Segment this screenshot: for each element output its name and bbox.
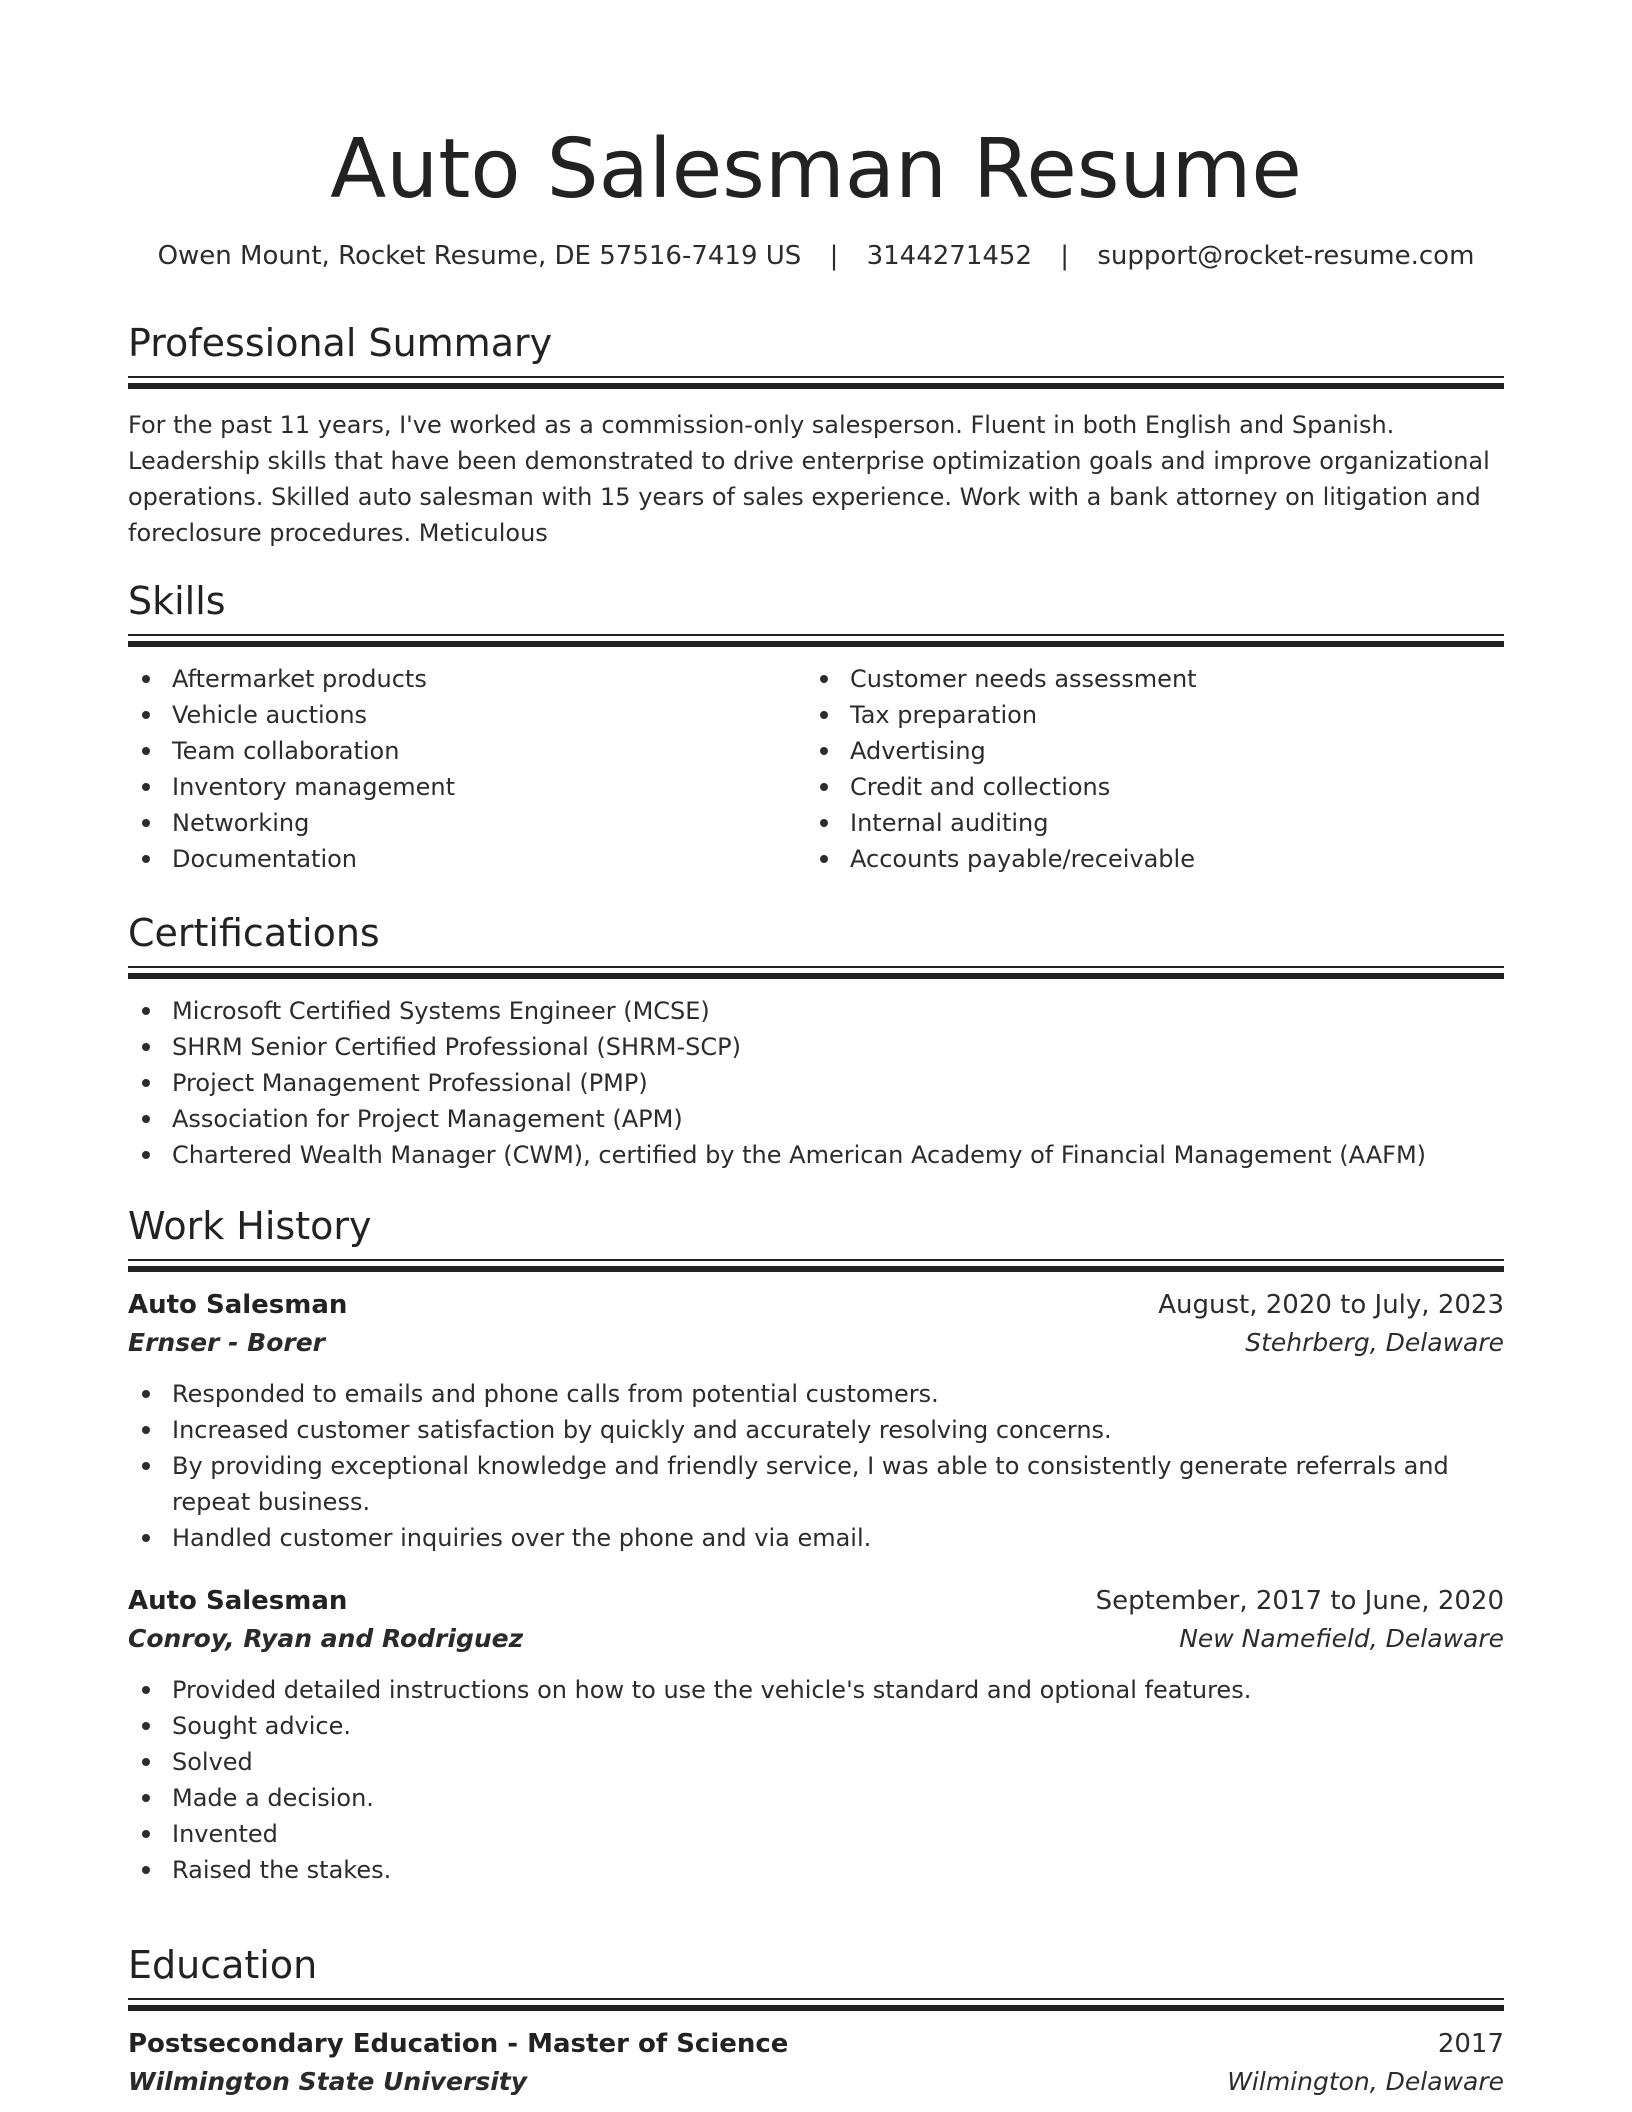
job-bullets xyxy=(128,1376,1504,1556)
job-subheader xyxy=(128,1620,1504,1658)
contact-separator: | xyxy=(829,241,839,271)
education-location: Wilmington, Delaware xyxy=(1227,2067,1504,2096)
job-bullet: By providing exceptional knowledge and friendly service, I was able to consistently generate referrals and repeat business. xyxy=(128,1448,1504,1520)
skills-grid xyxy=(128,661,1504,877)
job-bullet: Increased customer satisfaction by quickly and accurately resolving concerns. xyxy=(128,1412,1504,1448)
skill-item: Inventory management xyxy=(128,769,806,805)
education-header xyxy=(128,2025,1504,2063)
job-bullet: Made a decision. xyxy=(128,1780,1504,1816)
section-divider xyxy=(128,634,1504,647)
certification-item: Chartered Wealth Manager (CWM), certified by the American Academy of Financial Management (AAFM) xyxy=(128,1137,1504,1173)
contact-address: Owen Mount, Rocket Resume, DE 57516-7419 US xyxy=(157,241,802,271)
skill-item: Aftermarket products xyxy=(128,661,806,697)
job-entry xyxy=(128,1582,1504,1888)
section-title-education: Education xyxy=(128,1943,318,1987)
skill-item: Advertising xyxy=(806,733,1484,769)
section-divider xyxy=(128,966,1504,979)
section-title-summary: Professional Summary xyxy=(128,321,553,365)
job-bullet: Invented xyxy=(128,1816,1504,1852)
job-bullet: Raised the stakes. xyxy=(128,1852,1504,1888)
job-location: New Namefield, Delaware xyxy=(1179,1624,1504,1653)
certification-item: Project Management Professional (PMP) xyxy=(128,1065,1504,1101)
contact-phone[interactable]: 3144271452 xyxy=(866,241,1033,271)
job-location: Stehrberg, Delaware xyxy=(1245,1328,1504,1357)
contact-email[interactable]: support@rocket-resume.com xyxy=(1097,241,1475,271)
job-dates: August, 2020 to July, 2023 xyxy=(1158,1290,1504,1320)
section-divider xyxy=(128,1998,1504,2011)
education-school: Wilmington State University xyxy=(128,2067,528,2096)
skills-list-right xyxy=(806,661,1484,877)
skill-item: Documentation xyxy=(128,841,806,877)
job-subheader xyxy=(128,1324,1504,1362)
education-degree: Postsecondary Education - Master of Science xyxy=(128,2029,789,2059)
section-title-work-history: Work History xyxy=(128,1204,372,1248)
work-history-section xyxy=(128,1201,1504,1888)
job-entry xyxy=(128,1286,1504,1556)
job-bullet: Handled customer inquiries over the phone and via email. xyxy=(128,1520,1504,1556)
education-year: 2017 xyxy=(1437,2029,1504,2059)
education-subheader xyxy=(128,2063,1504,2101)
job-header xyxy=(128,1582,1504,1620)
summary-text: For the past 11 years, I've worked as a commission-only salesperson. Fluent in both English and Spanish. Leadership skills that have been demonstrated to drive enterprise optimization goals and improve organizational operations. Skilled auto salesman with 15 years of sales experience. Work with a bank attorney on litigation and foreclosure procedures. Meticulous xyxy=(128,411,1490,547)
job-header xyxy=(128,1286,1504,1324)
job-bullet: Provided detailed instructions on how to use the vehicle's standard and optional features. xyxy=(128,1672,1504,1708)
job-bullet: Solved xyxy=(128,1744,1504,1780)
skill-item: Customer needs assessment xyxy=(806,661,1484,697)
job-bullets xyxy=(128,1672,1504,1888)
skill-item: Accounts payable/receivable xyxy=(806,841,1484,877)
skill-item: Tax preparation xyxy=(806,697,1484,733)
job-bullet: Responded to emails and phone calls from potential customers. xyxy=(128,1376,1504,1412)
education-entry xyxy=(128,2025,1504,2101)
skill-item: Internal auditing xyxy=(806,805,1484,841)
skill-item: Vehicle auctions xyxy=(128,697,806,733)
section-divider xyxy=(128,1259,1504,1272)
skills-section xyxy=(128,576,1504,877)
education-section xyxy=(128,1940,1504,2101)
certification-item: Association for Project Management (APM) xyxy=(128,1101,1504,1137)
job-bullet: Sought advice. xyxy=(128,1708,1504,1744)
contact-line xyxy=(128,238,1504,274)
job-title: Auto Salesman xyxy=(128,1290,348,1320)
certifications-list xyxy=(128,993,1504,1173)
contact-separator: | xyxy=(1060,241,1070,271)
resume-title: Auto Salesman Resume xyxy=(330,122,1302,217)
job-company: Conroy, Ryan and Rodriguez xyxy=(128,1624,524,1653)
section-divider xyxy=(128,376,1504,389)
job-company: Ernser - Borer xyxy=(128,1328,325,1357)
job-dates: September, 2017 to June, 2020 xyxy=(1095,1586,1504,1616)
certification-item: SHRM Senior Certified Professional (SHRM-SCP) xyxy=(128,1029,1504,1065)
certification-item: Microsoft Certified Systems Engineer (MCSE) xyxy=(128,993,1504,1029)
section-title-skills: Skills xyxy=(128,579,226,623)
skill-item: Credit and collections xyxy=(806,769,1484,805)
skill-item: Team collaboration xyxy=(128,733,806,769)
job-title: Auto Salesman xyxy=(128,1586,348,1616)
certifications-section xyxy=(128,908,1504,1173)
summary-section xyxy=(128,318,1504,551)
section-title-certifications: Certifications xyxy=(128,911,380,955)
skill-item: Networking xyxy=(128,805,806,841)
skills-list-left xyxy=(128,661,806,877)
